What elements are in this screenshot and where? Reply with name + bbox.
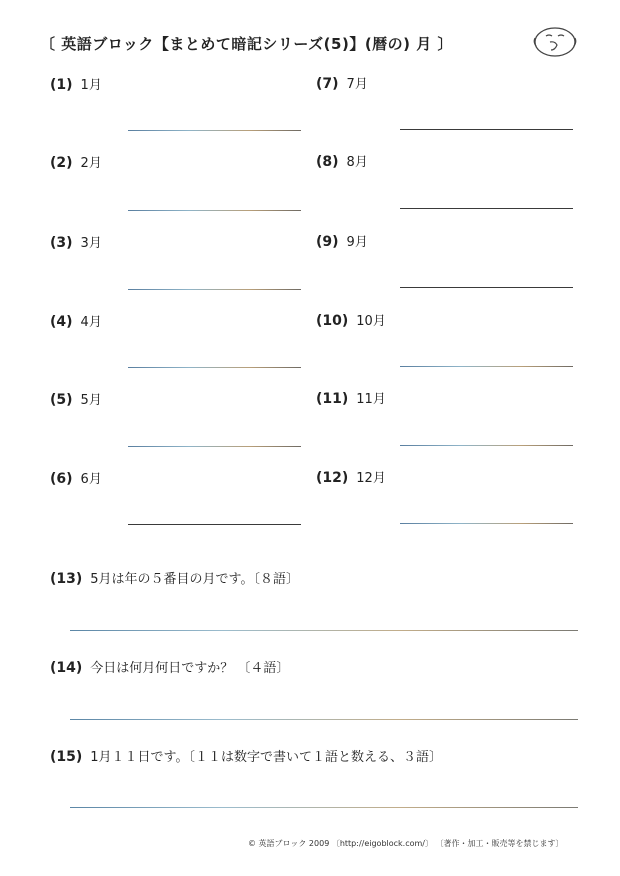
- question-number: (3): [50, 235, 73, 251]
- question-text: 3月: [80, 236, 102, 251]
- question-text: 7月: [346, 77, 368, 92]
- question-12: [316, 467, 386, 486]
- answer-line-8[interactable]: [400, 208, 573, 209]
- question-number: (5): [50, 392, 73, 408]
- question-text: 1月１１日です。〔１１は数字で書いて１語と数える、３語〕: [90, 750, 443, 765]
- answer-line-3[interactable]: [128, 289, 301, 290]
- question-number: (11): [316, 391, 349, 407]
- question-text: 8月: [346, 155, 368, 170]
- answer-line-13[interactable]: [70, 630, 578, 631]
- question-number: (13): [50, 571, 83, 587]
- question-13: [50, 568, 299, 587]
- question-8: [316, 151, 368, 170]
- question-2: [50, 152, 102, 171]
- question-number: (12): [316, 470, 349, 486]
- question-10: [316, 310, 386, 329]
- answer-line-5[interactable]: [128, 446, 301, 447]
- answer-line-6[interactable]: [128, 524, 301, 525]
- answer-line-11[interactable]: [400, 445, 573, 446]
- question-11: [316, 388, 386, 407]
- answer-line-14[interactable]: [70, 719, 578, 720]
- copyright-footer: © 英語ブロック 2009 〔http://eigoblock.com/〕 〔著作・加工・販売等を禁じます〕: [248, 839, 564, 848]
- question-number: (4): [50, 314, 73, 330]
- question-text: 2月: [80, 156, 102, 171]
- question-1: [50, 74, 102, 93]
- face-logo-icon: [532, 24, 578, 60]
- question-text: 10月: [356, 314, 386, 329]
- question-number: (1): [50, 77, 73, 93]
- question-number: (9): [316, 234, 339, 250]
- question-number: (2): [50, 155, 73, 171]
- question-text: 今日は何月何日ですか？ 〔４語〕: [90, 661, 290, 676]
- question-text: 5月は年の５番目の月です。〔８語〕: [90, 572, 300, 587]
- question-number: (10): [316, 313, 349, 329]
- question-5: [50, 389, 102, 408]
- answer-line-10[interactable]: [400, 366, 573, 367]
- question-6: [50, 468, 102, 487]
- question-text: 6月: [80, 472, 102, 487]
- question-7: [316, 73, 368, 92]
- question-number: (15): [50, 749, 83, 765]
- answer-line-7[interactable]: [400, 129, 573, 130]
- question-14: [50, 657, 289, 676]
- question-text: 9月: [346, 235, 368, 250]
- question-text: 12月: [356, 471, 386, 486]
- answer-line-9[interactable]: [400, 287, 573, 288]
- question-text: 11月: [356, 392, 386, 407]
- answer-line-12[interactable]: [400, 523, 573, 524]
- question-number: (14): [50, 660, 83, 676]
- answer-line-4[interactable]: [128, 367, 301, 368]
- question-text: 5月: [80, 393, 102, 408]
- question-number: (7): [316, 76, 339, 92]
- question-3: [50, 232, 102, 251]
- question-number: (8): [316, 154, 339, 170]
- question-9: [316, 231, 368, 250]
- question-4: [50, 311, 102, 330]
- worksheet-title: 〔 英語ブロック【まとめて暗記シリーズ(5)】(暦の) 月 〕: [40, 35, 453, 53]
- question-15: [50, 746, 442, 765]
- answer-line-15[interactable]: [70, 807, 578, 808]
- question-text: 4月: [80, 315, 102, 330]
- answer-line-2[interactable]: [128, 210, 301, 211]
- answer-line-1[interactable]: [128, 130, 301, 131]
- question-text: 1月: [80, 78, 102, 93]
- question-number: (6): [50, 471, 73, 487]
